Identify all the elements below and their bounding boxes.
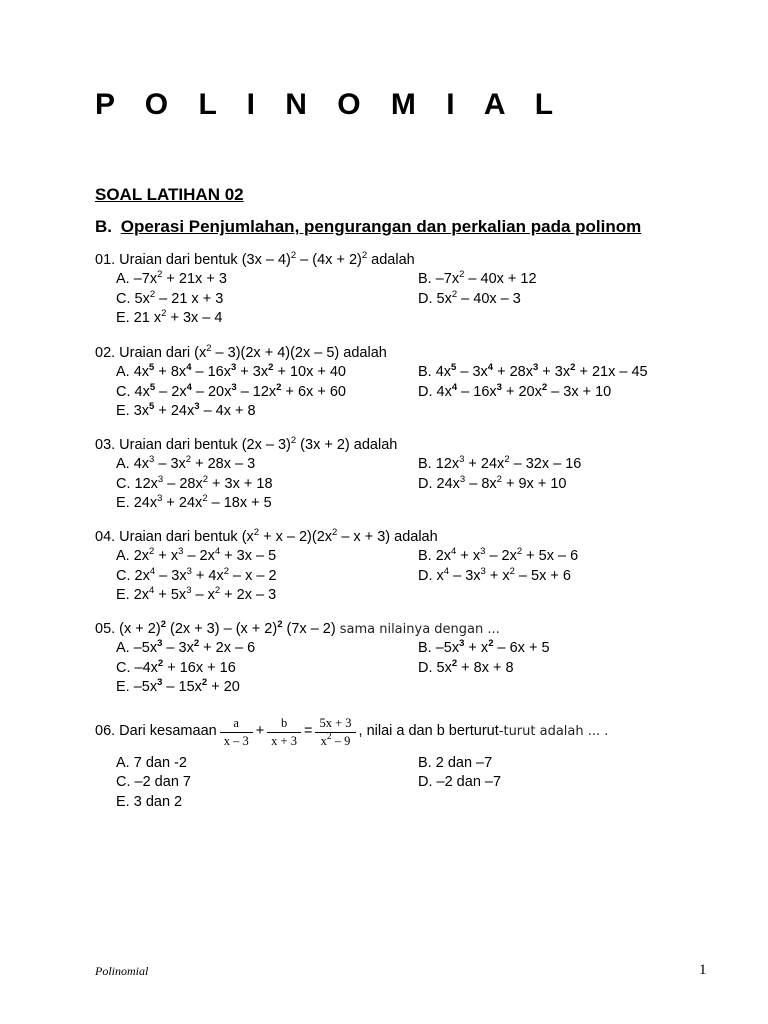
fraction-a-over-x-minus-3: $\frac{a}{x - 3}$ (220, 716, 253, 749)
question-4-stem: 04. Uraian dari bentuk $(x^2 + x - 2)(2x^2 - x + 3)$ adalah (95, 527, 438, 545)
section-letter: B. (95, 217, 112, 236)
exercise-subtitle: SOAL LATIHAN 02 (95, 185, 244, 204)
question-2-option-d: D. $4x^4 - 16x^3 + 20x^2 - 3x + 10$ (418, 381, 612, 400)
question-1 (95, 250, 537, 328)
question-3-option-b: B. $12x^3 + 24x^2 - 32x - 16$ (418, 454, 582, 473)
question-1-stem: 01. Uraian dari bentuk $(3x - 4)^2 - (4x + 2)^2$ adalah (95, 250, 415, 268)
question-1-option-e: E. 21 $x^2 + 3x - 4$ (116, 307, 223, 326)
question-4-option-b: B. $2x^4 + x^3 - 2x^2 + 5x - 6$ (418, 546, 579, 565)
question-4-option-d: D. $x^4 - 3x^3 + x^2 - 5x + 6$ (418, 565, 571, 584)
question-4 (95, 527, 579, 605)
footer-label: Polinomial (95, 964, 149, 978)
question-3-option-c: C. $12x^3 - 28x^2 + 3x + 18$ (116, 473, 273, 492)
question-3-stem: 03. Uraian dari bentuk (2x – 3)$^2$ (3x + 2) adalah (95, 435, 398, 453)
fraction-b-over-x-plus-3: $\frac{b}{x + 3}$ (267, 716, 301, 749)
question-3-option-e: E. $24x^3 + 24x^2 - 18x + 5$ (116, 492, 272, 511)
question-6-option-a: A. 7 dan -2 (116, 755, 187, 771)
section-heading (95, 217, 641, 237)
page-title: P O L I N O M I A L (95, 88, 565, 121)
question-3 (95, 435, 582, 513)
question-1-option-c: C. $5x^2 - 21$ x + 3 (116, 288, 224, 307)
question-2-option-e: E. $3x^5 + 24x^3 - 4x + 8$ (116, 400, 256, 419)
question-6-option-e: E. 3 dan 2 (116, 793, 183, 810)
question-5-option-c: C. $-4x^2 + 16x + 16$ (116, 657, 236, 676)
question-2 (95, 343, 648, 421)
question-5-option-b: B. $-5x^3 + x^2 - 6x + 5$ (418, 638, 550, 657)
question-5-option-e: E. $-5x^3 - 15x^2 + 20$ (116, 676, 240, 695)
question-6-option-d: D. –2 dan –7 (418, 774, 502, 791)
question-2-stem: 02. Uraian dari $(x^2 - 3)(2x + 4)(2x - 5)$ adalah (95, 343, 387, 361)
section-title: Operasi Penjumlahan, pengurangan dan perkalian pada polinom (120, 217, 642, 236)
question-5-option-a: A. $-5x^3 - 3x^2 + 2x - 6$ (116, 638, 256, 657)
question-6-stem: 06. Dari kesamaan $\frac{a}{x - 3}$ + $\frac{b}{x + 3}$ = $\frac{5x + 3}{x^2 - 9}$ , nilai a dan b berturut -turut adalah ... . (95, 715, 609, 748)
question-6-option-c: C. –2 dan 7 (116, 774, 191, 791)
fraction-5x-plus-3-over-x2-minus-9: $\frac{5x + 3}{x^2 - 9}$ (315, 716, 355, 749)
question-1-option-d: D. $5x^2 - 40x - 3$ (418, 288, 521, 307)
question-5-option-d: D. $5x^2 + 8x + 8$ (418, 657, 514, 676)
question-3-option-a: A. $4x^3 - 3x^2 + 28x - 3$ (116, 454, 256, 473)
question-6-option-b: B. 2 dan –7 (418, 755, 493, 771)
page-number: 1 (699, 962, 707, 978)
question-4-option-a: A. $2x^2 + x^3 - 2x^4 + 3x - 5$ (116, 546, 277, 565)
question-2-option-a: A. $4x^5 + 8x^4 - 16x^3 + 3x^2 + 10x + 40$ (116, 362, 346, 381)
question-5 (95, 619, 550, 697)
question-1-option-a: A. $-7x^2 + 21x + 3$ (116, 269, 227, 288)
question-3-option-d: D. $24x^3 - 8x^2 + 9x + 10$ (418, 473, 567, 492)
question-2-option-c: C. $4x^5 - 2x^4 - 20x^3 - 12x^2 + 6x + 60$ (116, 381, 346, 400)
question-4-option-e: E. $2x^4 + 5x^3 - x^2 + 2x - 3$ (116, 584, 277, 603)
question-1-option-b: B. $-7x^2 - 40x + 12$ (418, 269, 537, 288)
question-5-stem: 05. $(x + 2)^2$ $(2x + 3) - (x + 2)^2$ (7x – 2) sama nilainya dengan ... (95, 619, 500, 637)
question-4-option-c: C. $2x^4 - 3x^3 + 4x^2 - x - 2$ (116, 565, 277, 584)
question-2-option-b: B. $4x^5 - 3x^4 + 28x^3 + 3x^2 + 21x - 45$ (418, 362, 648, 381)
